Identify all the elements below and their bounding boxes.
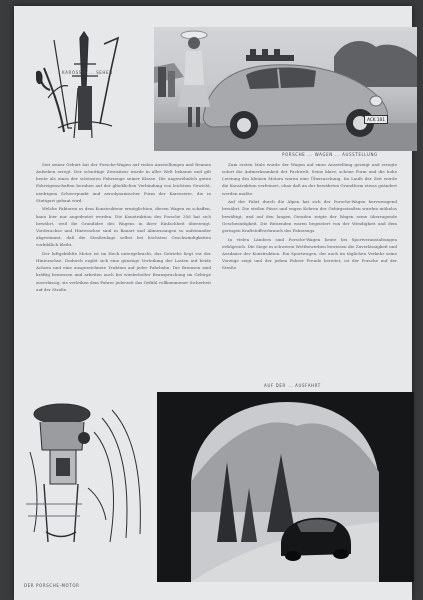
paragraph: In vielen Ländern sind Porsche-Wagen heute bei Sportveranstaltungen erfolgreich. Die Siege in schweren Wettbewerben beweisen die Zuverlässigkeit und Ausdauer der Konstruktion. Ein Sportwagen, der auch im täglichen Verkehr seine Vorzüge zeigt und der jedem Fahrer Freude bereitet, ist der Porsche auf der Straße. — [222, 236, 397, 271]
text-column-right — [222, 161, 397, 379]
license-plate: ACK 181 — [364, 115, 388, 124]
caption-top-left: KAROSSIE ... SEHEN — [62, 70, 113, 75]
caption-top-photo: PORSCHE ... WAGEN ... AUSSTELLUNG — [282, 152, 378, 157]
caption-bottom-photo: AUF DER ... AUSFAHRT — [264, 383, 321, 388]
tunnel-photo — [157, 392, 414, 582]
body-sketch-illustration — [34, 28, 134, 148]
paragraph: Zum ersten Male wurde der Wagen auf einer Ausstellung gezeigt und erregte sofort die Aufmerksamkeit der Fachwelt. Seine klare, schöne Form und die hohe Leistung des kleinen Motors waren eine Überraschung. Im Laufe der Zeit wurde die Konstruktion verfeinert, ohne daß an der bewährten Grundform etwas geändert werden mußte. — [222, 162, 397, 196]
paragraph: Auf der Fahrt durch die Alpen hat sich der Porsche-Wagen hervorragend bewährt. Die steilen Pässe und engen Kehren der Gebirgsstraßen wurden mühelos bewältigt, und auf den langen Geraden zeigte der Wagen seine überragende Geschwindigkeit. Die Reisenden waren begeistert von der Wendigkeit und dem geringen Kraftstoffverbrauch des Fahrzeugs. — [222, 199, 397, 233]
brochure-page — [14, 6, 412, 600]
paragraph: Der luftgekühlte Motor ist im Heck untergebracht, das Getriebe liegt vor der Hinterachse. Dadurch ergibt sich eine günstige Verteilung der Lasten auf beide Achsen und eine ausgezeichnete Traktion auf jeder Fahrbahn. Die Bremsen sind kräftig bemessen und arbeiten auch bei wiederholter Beanspruchung im Gebirge zuverlässig; sie verleihen dem Fahrer jederzeit das Gefühl vollkommener Sicherheit auf der Straße. — [36, 250, 211, 292]
paragraph: Seit seiner Geburt hat der Porsche-Wagen auf vielen Ausstellungen und Rennen Aufsehen erregt. Der schnittige Zweisitzer wurde in aller Welt bekannt und gilt heute als eines der schönsten Fahrzeuge seiner Klasse. Die ungewöhnlich guten Fahreigenschaften beruhen auf der glücklichen Verbindung von leichtem Gewicht, niedrigem Schwerpunkt und aerodynamischer Form der Karosserie, die in Stuttgart gebaut wird. — [36, 162, 211, 203]
car-exhibition-photo — [154, 27, 417, 151]
engine-sketch-illustration — [22, 392, 150, 552]
text-column-left — [36, 161, 211, 379]
caption-bottom-left: DER PORSCHE-MOTOR — [24, 583, 80, 588]
paragraph: Welche Faktoren es dem Konstrukteur ermöglichten, diesen Wagen zu schaffen, kann hier nur angedeutet werden. Die Konstruktion des Porsche 356 hat sich bewährt, weil die Grundidee des Wagens in ihrer Einfachheit überzeugt. Vorderachse und Hinterachse sind in Bauart und Abmessungen so aufeinander abgestimmt, daß die Straßenlage selbst bei höchsten Geschwindigkeiten vorbildlich bleibt. — [36, 206, 211, 248]
